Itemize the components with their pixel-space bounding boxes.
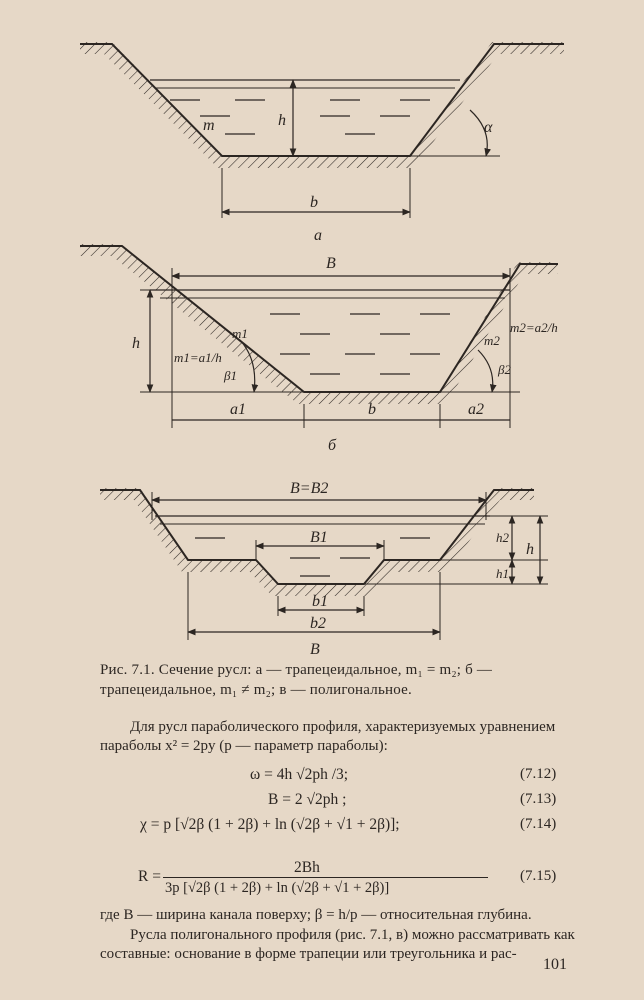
fig-b-label-b: b bbox=[368, 401, 376, 418]
page-number: 101 bbox=[543, 956, 567, 973]
fig-c-label-h2: h2 bbox=[496, 530, 509, 545]
fig-a-sublabel: а bbox=[314, 227, 322, 244]
equation-7-15-numerator: 2Bh bbox=[294, 859, 320, 876]
equation-7-15-lhs: R = bbox=[138, 868, 161, 885]
equation-7-12: ω = 4h √2ph /3; bbox=[250, 766, 349, 783]
fig-b-label-beta2: β2 bbox=[498, 362, 511, 377]
fig-a-label-m: m bbox=[203, 117, 215, 134]
fig-c-label-b2: b2 bbox=[310, 615, 326, 632]
fig-c-label-B: B bbox=[310, 641, 320, 658]
fig-b-label-a1: a1 bbox=[230, 401, 246, 418]
polygonal-paragraph: Русла полигонального профиля (рис. 7.1, в) можно рассматривать как составные: основание в форме трапеции или треугольника и рас- bbox=[100, 927, 575, 962]
equation-7-14-number: (7.14) bbox=[520, 816, 557, 832]
fig-a-label-b: b bbox=[310, 194, 318, 211]
equation-7-13: B = 2 √2ph ; bbox=[268, 791, 347, 808]
equation-7-15-fraction-bar bbox=[163, 877, 488, 878]
fig-b-label-h: h bbox=[132, 335, 140, 352]
fig-c-label-B1: B1 bbox=[310, 529, 328, 546]
fig-b-label-m2: m2 bbox=[484, 333, 500, 348]
fig-b-label-B: B bbox=[326, 255, 336, 272]
fig-a-label-alpha: α bbox=[484, 119, 493, 136]
fig-c-label-h: h bbox=[526, 541, 534, 558]
fig-b-label-m1: m1 bbox=[232, 326, 248, 341]
equation-7-15-denominator: 3p [√2β (1 + 2β) + ln (√2β + √1 + 2β)] bbox=[165, 880, 390, 896]
figure-caption: Рис. 7.1. Сечение русл: а — трапецеидальное, m₁ = m₂; б — трапецеидальное, m₁ ≠ m₂; в — полигональное. bbox=[100, 662, 493, 698]
where-clause: где B — ширина канала поверху; β = h/p — относительная глубина. bbox=[100, 907, 532, 923]
equation-7-13-number: (7.13) bbox=[520, 791, 557, 807]
equation-7-15-number: (7.15) bbox=[520, 868, 557, 884]
fig-b-sublabel: б bbox=[328, 437, 337, 454]
equation-7-14: χ = p [√2β (1 + 2β) + ln (√2β + √1 + 2β)]; bbox=[140, 816, 400, 833]
fig-c-label-B-eq-B2: B=B2 bbox=[290, 480, 329, 497]
fig-c-label-b1: b1 bbox=[312, 593, 328, 610]
intro-paragraph: Для русл параболического профиля, характеризуемых уравнением параболы x² = 2py (p — параметр параболы): bbox=[100, 719, 556, 754]
equation-7-12-number: (7.12) bbox=[520, 766, 557, 782]
fig-b-label-a2: a2 bbox=[468, 401, 484, 418]
fig-b-label-beta1: β1 bbox=[224, 368, 237, 383]
fig-b-label-m1-eq: m1=a1/h bbox=[174, 350, 222, 365]
fig-b-label-m2-eq: m2=a2/h bbox=[510, 320, 558, 335]
fig-c-label-h1: h1 bbox=[496, 566, 509, 581]
fig-a-label-h: h bbox=[278, 112, 286, 129]
